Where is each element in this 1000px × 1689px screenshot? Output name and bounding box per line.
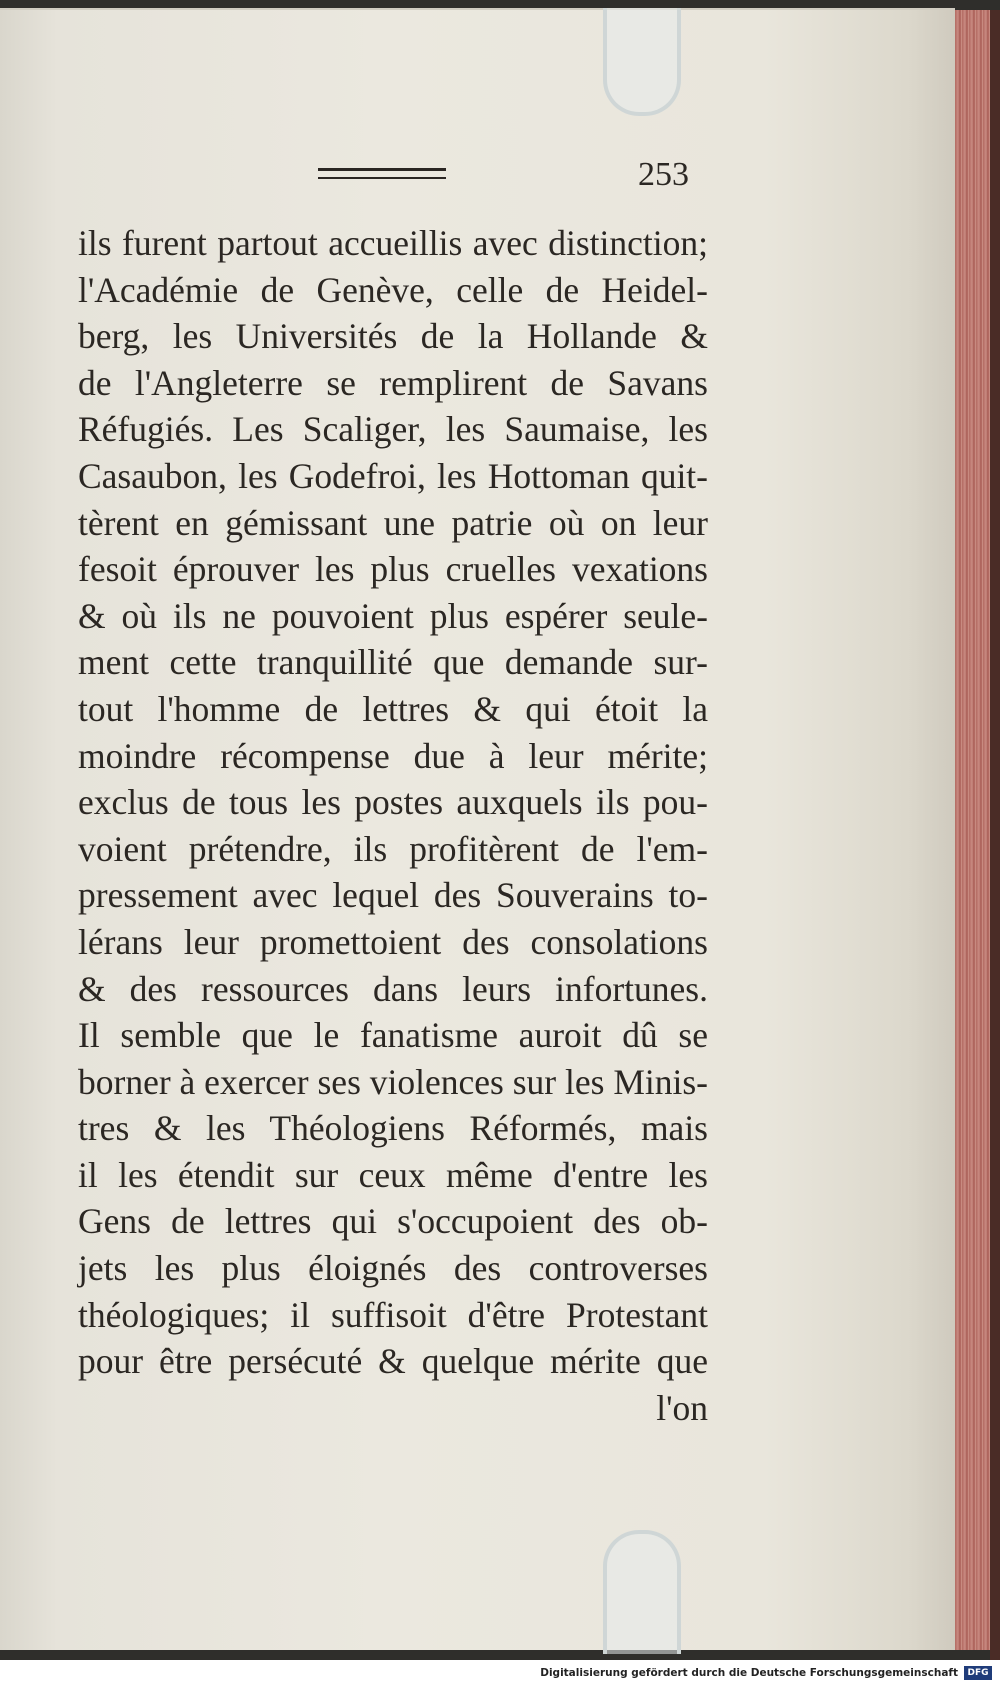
text-line: il les étendit sur ceux même d'entre les — [78, 1154, 708, 1195]
text-line: de l'Angleterre se remplirent de Savans — [78, 362, 708, 403]
text-line: voient prétendre, ils profitèrent de l'em- — [78, 828, 708, 869]
dfg-logo: DFG — [964, 1666, 992, 1680]
text-line: moindre récompense due à leur mérite; — [78, 735, 708, 776]
text-line: Il semble que le fanatisme auroit dû se — [78, 1015, 708, 1056]
page-number: 253 — [638, 156, 689, 193]
footer-credit: Digitalisierung gefördert durch die Deutsche Forschungsgemeinschaft — [540, 1667, 958, 1679]
binding-edge — [990, 10, 1000, 1660]
page-edge — [955, 10, 990, 1650]
text-line: Gens de lettres qui s'occupoient des ob- — [78, 1201, 708, 1242]
catchword: l'on — [656, 1387, 708, 1428]
text-line: exclus de tous les postes auxquels ils pou- — [78, 782, 708, 823]
header-rule — [318, 168, 446, 179]
text-line: tout l'homme de lettres & qui étoit la — [78, 688, 708, 729]
text-line: & où ils ne pouvoient plus espérer seule- — [78, 595, 708, 636]
text-line: théologiques; il suffisoit d'être Protestant — [78, 1294, 708, 1335]
text-line: Casaubon, les Godefroi, les Hottoman quit- — [78, 455, 708, 496]
text-line: Réfugiés. Les Scaliger, les Saumaise, les — [78, 409, 708, 450]
text-line: & des ressources dans leurs infortunes. — [78, 968, 708, 1009]
text-line: jets les plus éloignés des controverses — [78, 1248, 708, 1289]
text-line: pour être persécuté & quelque mérite que — [78, 1341, 708, 1382]
page-clip-bottom — [603, 1530, 681, 1654]
text-line: borner à exercer ses violences sur les Minis- — [78, 1061, 708, 1102]
text-line: berg, les Universités de la Hollande & — [78, 316, 708, 357]
text-line: l'Académie de Genève, celle de Heidel- — [78, 269, 708, 310]
text-line: tres & les Théologiens Réformés, mais — [78, 1108, 708, 1149]
footer-bar — [0, 1660, 1000, 1689]
text-line: pressement avec lequel des Souverains to- — [78, 875, 708, 916]
body-text — [78, 220, 708, 1431]
text-line: ils furent partout accueillis avec distinction; — [78, 223, 708, 263]
text-line: fesoit éprouver les plus cruelles vexations — [78, 549, 708, 590]
text-line: lérans leur promettoient des consolations — [78, 921, 708, 962]
page-clip-top — [603, 8, 681, 116]
text-line: tèrent en gémissant une patrie où on leur — [78, 502, 708, 543]
text-line: ment cette tranquillité que demande sur- — [78, 642, 708, 683]
